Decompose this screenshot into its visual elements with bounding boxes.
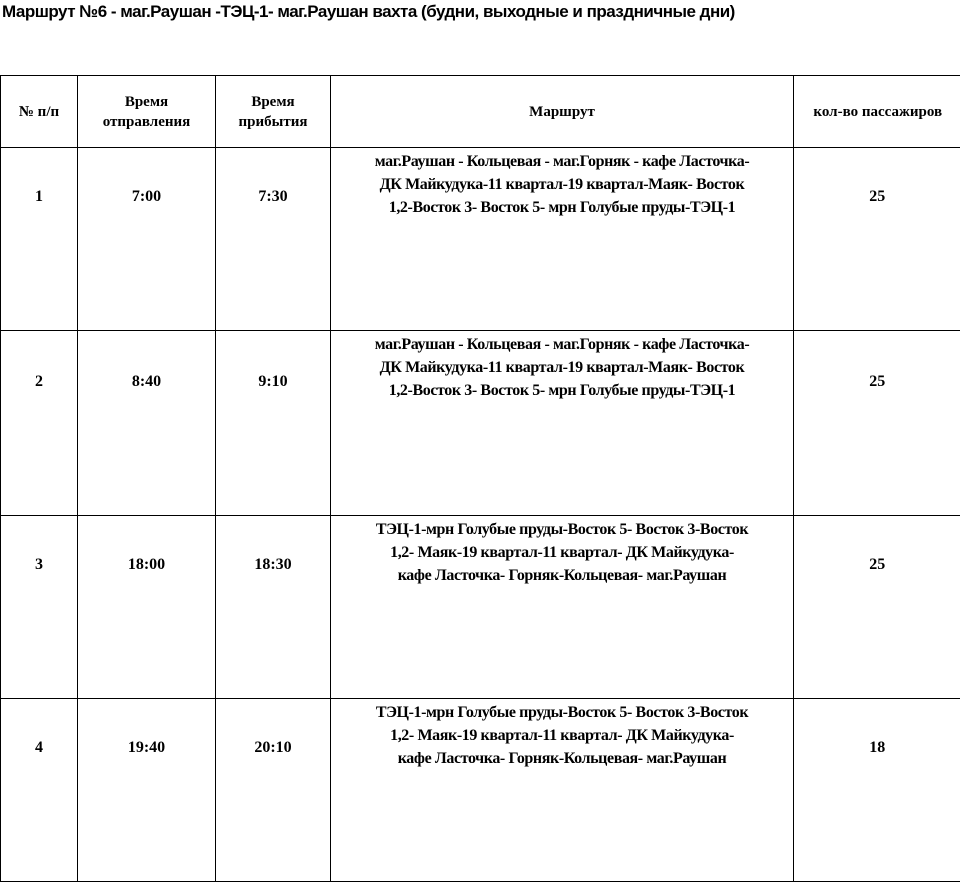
row-num: 3 <box>1 516 78 699</box>
row-departure: 18:00 <box>78 516 216 699</box>
row-route <box>331 148 794 331</box>
route-line: ТЭЦ-1-мрн Голубые пруды-Восток 5- Восток 3-Восток <box>331 701 793 724</box>
header-departure-line2: отправления <box>103 114 191 130</box>
table-row <box>1 331 960 516</box>
header-passengers: кол-во пассажиров <box>794 76 960 148</box>
header-route: Маршрут <box>331 76 794 148</box>
route-line: ДК Майкудука-11 квартал-19 квартал-Маяк- Восток <box>331 356 793 379</box>
row-arrival: 9:10 <box>216 331 331 516</box>
row-arrival: 20:10 <box>216 699 331 882</box>
row-passengers: 18 <box>794 699 960 882</box>
table-row <box>1 699 960 882</box>
route-line: 1,2- Маяк-19 квартал-11 квартал- ДК Майкудука- <box>331 724 793 747</box>
row-passengers: 25 <box>794 148 960 331</box>
route-line: 1,2-Восток 3- Восток 5- мрн Голубые пруды-ТЭЦ-1 <box>331 379 793 402</box>
row-departure: 19:40 <box>78 699 216 882</box>
header-arrival-line1: Время <box>251 94 294 110</box>
table-header-row <box>1 76 960 148</box>
row-arrival: 18:30 <box>216 516 331 699</box>
row-departure: 7:00 <box>78 148 216 331</box>
header-arrival <box>216 76 331 148</box>
schedule-table <box>0 75 960 882</box>
header-departure <box>78 76 216 148</box>
row-route <box>331 699 794 882</box>
row-passengers: 25 <box>794 331 960 516</box>
header-num: № п/п <box>1 76 78 148</box>
table-row <box>1 148 960 331</box>
row-num: 4 <box>1 699 78 882</box>
route-line: маг.Раушан - Кольцевая - маг.Горняк - кафе Ласточка- <box>331 333 793 356</box>
route-line: кафе Ласточка- Горняк-Кольцевая- маг.Раушан <box>331 747 793 770</box>
row-num: 2 <box>1 331 78 516</box>
route-line: 1,2- Маяк-19 квартал-11 квартал- ДК Майкудука- <box>331 541 793 564</box>
route-line: маг.Раушан - Кольцевая - маг.Горняк - кафе Ласточка- <box>331 150 793 173</box>
header-departure-line1: Время <box>125 94 168 110</box>
row-route <box>331 516 794 699</box>
row-arrival: 7:30 <box>216 148 331 331</box>
route-line: ТЭЦ-1-мрн Голубые пруды-Восток 5- Восток 3-Восток <box>331 518 793 541</box>
row-passengers: 25 <box>794 516 960 699</box>
row-departure: 8:40 <box>78 331 216 516</box>
table-row <box>1 516 960 699</box>
row-num: 1 <box>1 148 78 331</box>
row-route <box>331 331 794 516</box>
route-line: 1,2-Восток 3- Восток 5- мрн Голубые пруды-ТЭЦ-1 <box>331 196 793 219</box>
route-line: ДК Майкудука-11 квартал-19 квартал-Маяк- Восток <box>331 173 793 196</box>
route-line: кафе Ласточка- Горняк-Кольцевая- маг.Раушан <box>331 564 793 587</box>
page-title: Маршрут №6 - маг.Раушан -ТЭЦ-1- маг.Раушан вахта (будни, выходные и праздничные дни) <box>2 2 735 22</box>
header-arrival-line2: прибытия <box>239 114 308 130</box>
